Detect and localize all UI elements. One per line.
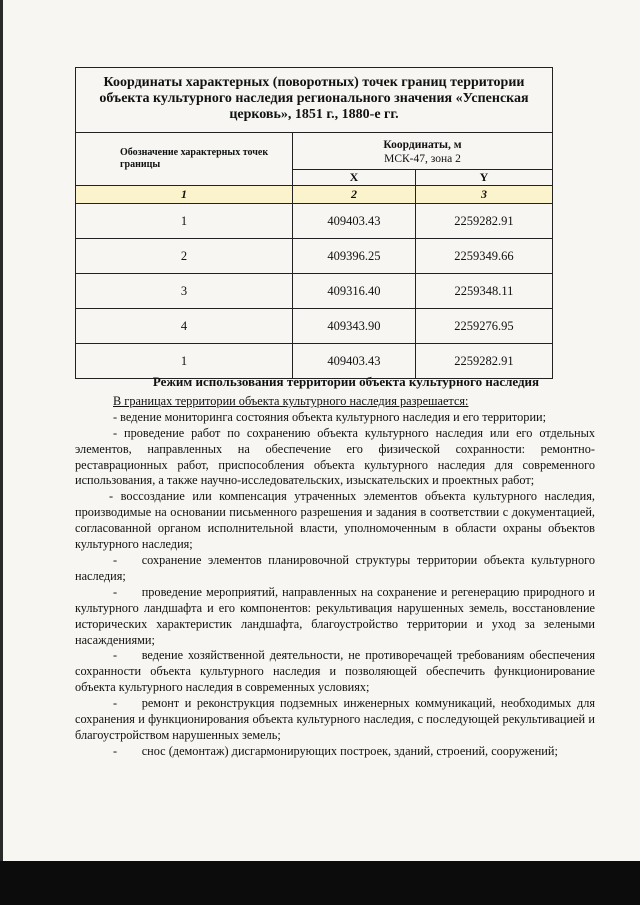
x-cell: 409343.90 xyxy=(293,309,416,344)
coordinates-table-wrapper xyxy=(75,67,553,379)
y-cell: 2259276.95 xyxy=(415,309,552,344)
point-cell: 1 xyxy=(76,344,293,379)
section-title: Режим использования территории объекта культурного наследия xyxy=(152,374,540,389)
coordinates-table xyxy=(75,67,553,379)
column-number: 2 xyxy=(293,186,416,204)
column-number-row xyxy=(76,186,553,204)
list-item: - снос (демонтаж) дисгармонирующих построек, зданий, строений, сооружений; xyxy=(113,743,558,758)
table-row xyxy=(76,274,553,309)
list-item: - ведение хозяйственной деятельности, не противоречащей требованиям обеспечения сохранности объекта культурного наследия и позволяющей обеспечить функционирование объекта культурного наследия в современных условиях; xyxy=(75,648,595,695)
list-item: - проведение мероприятий, направленных на сохранение и регенерацию природного и культурного ландшафта и его компонентов: рекультивация нарушенных земель, восстановление исторических характеристик ландшафта, благоустройство территории и уход за зелеными насаждениями; xyxy=(75,584,595,647)
table-row xyxy=(76,239,553,274)
column-number: 1 xyxy=(76,186,293,204)
usage-regime-section xyxy=(75,374,595,760)
point-cell: 3 xyxy=(76,274,293,309)
list-item: - ведение мониторинга состояния объекта культурного наследия и его территории; xyxy=(113,409,547,424)
table-row xyxy=(76,204,553,239)
x-cell: 409403.43 xyxy=(293,344,416,379)
coordinate-system-label: МСК-47, зона 2 xyxy=(384,153,461,165)
x-column-header: X xyxy=(293,170,416,186)
list-item: - ремонт и реконструкция подземных инженерных коммуникаций, необходимых для сохранения и функционирования объекта культурного наследия, с последующей рекультивацией и благоустройством нарушенных земель; xyxy=(75,696,595,742)
y-cell: 2259282.91 xyxy=(415,344,552,379)
y-cell: 2259282.91 xyxy=(415,204,552,239)
scan-edge-bottom xyxy=(0,861,640,905)
point-column-header: Обозначение характерных точек границы xyxy=(76,133,293,186)
table-row xyxy=(76,309,553,344)
table-title: Координаты характерных (поворотных) точек границ территории объекта культурного наследия регионального значения «Успенская церковь», 1851 г., 1880-е гг. xyxy=(76,68,553,133)
list-item: - сохранение элементов планировочной структуры территории объекта культурного наследия; xyxy=(75,552,595,583)
point-cell: 2 xyxy=(76,239,293,274)
point-cell: 4 xyxy=(76,309,293,344)
x-cell: 409316.40 xyxy=(293,274,416,309)
point-cell: 1 xyxy=(76,204,293,239)
allowed-heading xyxy=(75,394,595,410)
allowed-heading-text: В границах территории объекта культурного наследия разрешается: xyxy=(113,393,469,408)
y-cell: 2259349.66 xyxy=(415,239,552,274)
scan-edge-left xyxy=(0,0,3,905)
x-cell: 409396.25 xyxy=(293,239,416,274)
list-item: - воссоздание или компенсация утраченных элементов объекта культурного наследия, производимые на основании письменного разрешения и задания в соответствии с документацией, согласованной органом исполнительной власти, уполномоченным в области охраны объектов культурного наследия; xyxy=(75,489,595,552)
column-number: 3 xyxy=(415,186,552,204)
coordinates-unit-label: Координаты, м xyxy=(383,139,462,151)
y-cell: 2259348.11 xyxy=(415,274,552,309)
list-item: - проведение работ по сохранению объекта культурного наследия или его отдельных элементов, направленных на обеспечение его физической сохранности: ремонтно-реставрационных работ, приспособления объекта культурного наследия для современного использования, а также научно-исследовательских, изыскательских и проектных работ; xyxy=(75,425,595,488)
x-cell: 409403.43 xyxy=(293,204,416,239)
coordinates-header xyxy=(293,133,553,170)
y-column-header: Y xyxy=(415,170,552,186)
